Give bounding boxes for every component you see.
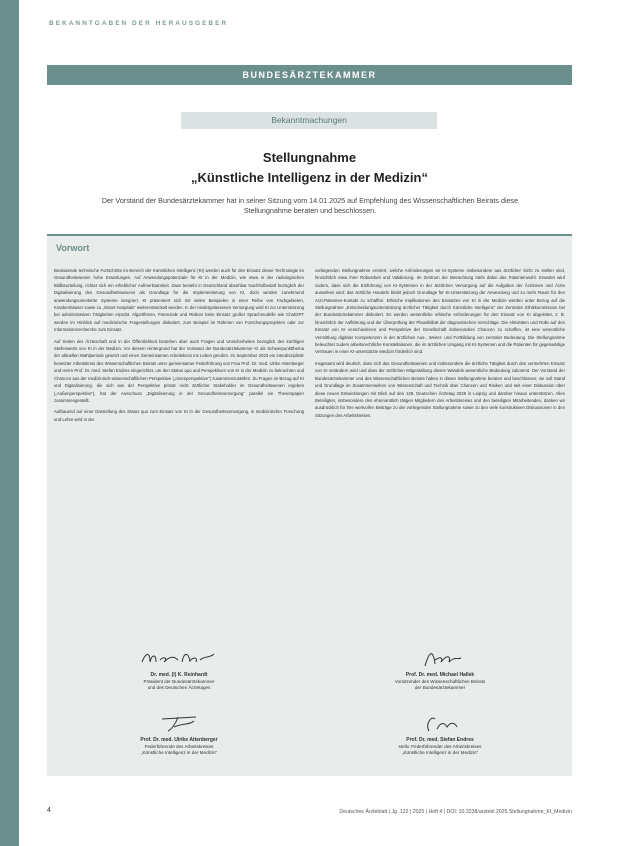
- signatory-role: der Bundesärztekammer: [414, 685, 466, 690]
- signature-block: [54, 711, 304, 757]
- footer-citation: Deutsches Ärzteblatt | Jg. 122 | 2025 | Heft 4 | DOI: 10.3238/arztebl.2025.Stellungnahme_KI_Medizin: [339, 809, 572, 815]
- signatory-role: Vorsitzender des Wissenschaftlichen Beirats: [394, 678, 486, 684]
- paragraph: Aufbauend auf einer Darstellung des Status quo zum Einsatz von KI in der Gesundheitsversorgung, in medizinischer Forschung und Lehre wird in der: [54, 409, 304, 422]
- signatory-role: „Künstliche Intelligenz in der Medizin“: [140, 750, 218, 755]
- signatory-name: Dr. med. (I) K. Reinhardt: [150, 672, 208, 678]
- page-number: 4: [47, 807, 51, 814]
- signatory-name: Prof. Dr. med. Michael Hallek: [405, 672, 475, 678]
- category-label: Bekanntmachungen: [181, 112, 437, 129]
- paragraph: Auf Seiten der Ärzteschaft und in der Öffentlichkeit bestehen aber auch Fragen und Unsicherheiten bezüglich des künftigen Stellenwerts von KI in der Medizin. Vor diesem Hintergrund hat der Vorstand der Bundesärztekammer KI als Schwerpunktthema der aktuellen Wahlperiode gesetzt und einen Gemeinsamen Arbeitskreis ins Leben gerufen. Im September 2023 ein interdisziplinär besetzter Arbeitskreis des Wissenschaftlichen Beirats unter gemeinsamer Federführung von Frau Prof. Dr. med. Ulrike Attenberger und Herrn Prof. Dr. med. Stefan Endres eingerichtet, um den Status quo und Perspektiven von KI in der Medizin zu beleuchten und Chancen aus der medizinisch-wissenschaftlichen Perspektive („Innenperspektive“) zusammenzustellen. Zu Fragen im Bezug auf KI und Digitalisierung, die sich aus der Perspektive primär nicht ärztlicher Stakeholder im Gesundheitswesen ergeben („Außenperspektive“), hat der Ausschuss „Digitalisierung in der Gesundheitsversorgung“ parallel ein Thesenpapier zusammengestellt.: [54, 338, 304, 403]
- paragraph: Bedeutende technische Fortschritte im Bereich der Künstlichen Intelligenz (KI) werden auch für den Einsatz dieser Technologie im Gesundheitswesen hohe Erwartungen. Auf Anwendungspotenziale für KI in der Medizin, wie etwa in der radiologischen Bildbeurteilung, richtet sich ein erheblicher Aufmerksamkeit. Zwar besteht in Deutschland absehbar Nachholbedarf bezüglich der Digitalisierung des Gesundheitswesens als Grundlage für die Implementierung von KI, doch werden zunehmend anwendungsorientierte Systeme integriert. KI präsentiert sich mit vielen Beispielen in einer Reihe von Fachgebieten, Krankenhäuser sowie zu „Smart Hospitals“ weiterentwickelt werden. In der niedergelassenen Versorgung wird KI zur Unterstützung bei administrativen Tätigkeiten erprobt. Algorithmen, Potenziale und Risiken beim Einsatz großer Sprachmodelle wie ChatGPT werden im Hinblick auf medizinische Fragestellungen diskutiert, zum Beispiel im Rahmen von Forschungsprojekten oder zur Informationsrecherche zum Einsatz.: [54, 268, 304, 333]
- page-title: Stellungnahme: [262, 150, 357, 165]
- signature-block: [315, 711, 565, 757]
- signatory-role: stellv. Federführender des Arbeitskreises: [398, 743, 482, 749]
- signatory-role: „Künstliche Intelligenz in der Medizin“: [401, 750, 479, 755]
- signatory-name: Prof. Dr. med. Ulrike Attenberger: [140, 737, 218, 743]
- signature-block: [54, 646, 304, 692]
- handwritten-signature-icon: [395, 646, 485, 670]
- running-head: BEKANNTGABEN DER HERAUSGEBER: [49, 20, 229, 27]
- signature-block: [315, 646, 565, 692]
- handwritten-signature-icon: [395, 711, 485, 735]
- text-column-left: [54, 267, 304, 629]
- handwritten-signature-icon: [134, 711, 224, 735]
- handwritten-signature-icon: [134, 646, 224, 670]
- signatory-role: Präsident der Bundesärztekammer: [143, 678, 215, 684]
- page-title-line2: „Künstliche Intelligenz in der Medizin“: [191, 170, 428, 185]
- paragraph: Insgesamt wird deutlich, dass sich das Gesundheitswesen und insbesondere die ärztliche Tätigkeit durch den vermehrten Einsatz von KI verändern wird und dass der ärztlichen Mitgestaltung dieses Wandels wesentliche Bedeutung zukommt. Der Vorstand der Bundesärztekammer und des Wissenschaftlichen Beirats haben in dieser Stellungnahme beraten und beschlossen; sie soll Stand und Grundlage im Zusammenwirken von Wissenschaft und Technik über Chancen und Risiken und seit einer Diskussion über diese neuen Entwicklungen mit Blick auf den 129. Deutschen Ärztetag 2025 in Leipzig und darüber hinaus unterstützen. Allen Beteiligten, insbesondere den ehrenamtlich tätigen Mitgliedern des Arbeitskreises und den beteiligten Mitarbeitenden, danken wir ausdrücklich für ihre wertvollen Beiträge zu der vorliegenden Stellungnahme sowie zu den viele konstruktiven Diskussionen in den Sitzungen des Arbeitskreises.: [315, 360, 565, 418]
- signatory-role: Federführende des Arbeitskreises: [144, 743, 214, 749]
- signatory-name: Prof. Dr. med. Stefan Endres: [406, 737, 474, 743]
- subtitle: Der Vorstand der Bundesärztekammer hat in seiner Sitzung vom 14.01.2025 auf Empfehlung des Wissenschaftlichen Beirats diese Stellungnahme beraten und beschlossen.: [101, 196, 519, 215]
- paragraph: vorliegenden Stellungnahme erörtert, welche Anforderungen an KI-Systeme insbesondere aus ärztlicher Sicht zu stellen sind, hinsichtlich etwa ihrer Robustheit und Validierung. Im Zentrum der Betrachtung steht dabei das Patientenwohl. Erwartet wird zudem, dass sich die Einführung von KI-Systemen in der ärztlichen Versorgung auf die Aufgaben der Ärztinnen und Ärzte auswirken wird; das ärztliche Handeln bleibt jedoch Grundlage für KI-Unterstützung der Anwendung und zu mehr Raum für den Arzt-Patienten-Kontakt zu schaffen. Ethische Implikationen des Einsatzes von KI in der Medizin werden unter Bezug auf die Stellungnahme „Entscheidungsunterstützung ärztlicher Tätigkeit durch Künstliche Intelligenz“ der Zentralen Ethikkommission bei der Bundesärztekammer diskutiert. Es werden wesentliche ethische Anforderungen für den Einsatz von KI abgeleitet, z. B. hinsichtlich der Aufklärung und der Überprüfung der Plausibilität der diagnostischen Vorschläge. Die Aktivitäten und Rolle auf den Einsatz von KI verschiedenen und Perspektive der Gesellschaft insbesondere Chancen zu schaffen, ist eine wesentliche Vermittlung digitaler Kompetenzen in der ärztlichen Aus-, Weiter- und Fortbildung von zentraler Bedeutung. Die Stellungnahme beleuchtet zudem arbeitsrechtliche Konstellationen, die im ärztlichen Umgang mit KI-Systemen und die Patienten für gegenwärtige Vertrauen in einer KI-unterstützte Medizin förderlich sind.: [315, 268, 565, 355]
- text-column-right: [315, 267, 565, 629]
- foreword-panel: [47, 234, 572, 776]
- section-banner: BUNDESÄRZTEKAMMER: [47, 65, 572, 85]
- section-heading: Vorwort: [56, 243, 90, 253]
- left-accent-stripe: [0, 0, 19, 846]
- signatory-role: und des Deutschen Ärztetages: [147, 685, 211, 690]
